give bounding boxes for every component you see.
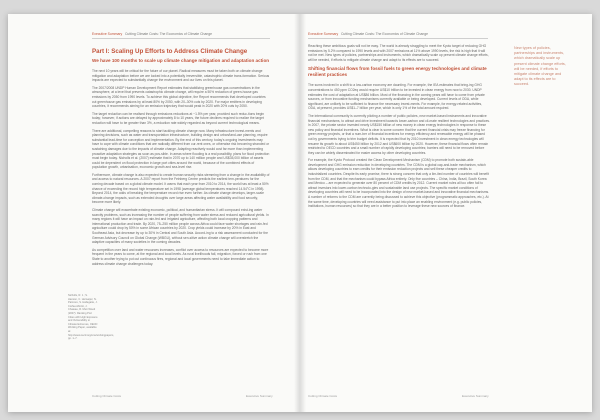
- body-paragraph: As competition over land and water resources increases, conflict over access to resources are expected to become more frequent in the years to come, at the regional and local levels. As rural livelihoods fail, migration, forced or rush from one State to another trying to put out continuous fires, regional and local governments need to take immediate action to address climate change challenges today.: [92, 247, 269, 266]
- running-head: [308, 32, 428, 36]
- pull-quote: New types of policies, partnerships and instruments, which dramatically scale up present climate change efforts, will be needed, if efforts to mitigate climate change and adapt to its effects are to succeed.: [514, 46, 566, 87]
- header-rule: [308, 38, 488, 39]
- part-title: Part I: Scaling Up Efforts to Address Climate Change: [92, 48, 248, 55]
- running-head-title: Cutting Climate Costs: The Economics of Climate Change: [340, 32, 428, 36]
- running-head-section: Executive Summary: [308, 32, 339, 36]
- body-paragraph: Furthermore, climate change is also expected to create human security risks stemming from a change in the availability of and access to natural resources. A 2007 report from the Feinberg Centre predicts the earliest tem-peratures for the coming decade based on a global climate model. It warns that each year from 2010 to 2014, the world has at least a 50% chance of exceeding the record high temperature set in 1998 (average global temperatures reached 14.54°C in 1998). Beyond 2014, the odds of breaking the temperature record rise even further. As climate change develops, larger-scale climate-change impacts, such as extended droughts over large areas affecting water availability and food security, become more likely.: [92, 172, 270, 205]
- running-head: [92, 32, 212, 36]
- right-text-column: [308, 44, 490, 212]
- body-paragraph: Reaching these ambitious goals will not be easy. The world is already struggling to meet the Kyoto target of reducing GHG emissions by 5.2% compared to 1990 levels and with 2007 emissions at 11% above 1990 levels, the risk is high that it will not be met. New types of policies, partnerships and instruments, which dramatically scale up present climate change efforts, will be needed, if efforts to mitigate climate change and adapt to its effects are to succeed.: [308, 44, 489, 62]
- body-paragraph: The 2007/2008 UNDP Human Development Report estimates that stabilizing greenhouse gas concentrations in the atmosphere, at a level that prevents catastrophic climate change, will require a 50% reduction of green-house gas emissions by 2050 from 1990 levels. To achieve this global objective, the Report recommends that developed countries cut greenhouse gas emissions by at least 80% by 2050, with 20–30% cuts by 2020. For major emitters in developing countries, it recommends aiming for an emission trajectory that would peak in 2020 with 20% cuts by 2050.: [92, 85, 266, 109]
- left-page: [8, 14, 300, 412]
- left-text-column: [92, 44, 270, 269]
- body-paragraph: The international community is currently piloting a number of public policies, new market-based instruments and innovative financial mechanisms, to attract and drive investment towards lower-carbon and cli-mate resilient technologies and practices. In 2007, the private sector invested nearly US$150 billion of new money in clean energy technologies in response to these new policy and financial incentives. What is clear is some concern that the current financial crisis may freeze financing for green energy projects, or that a num-ber of financial incentives for energy efficiency and renewable energy will be phased out by governments trying to trim budget deficits. It is expected that by 2010 investment in clean energy technologies will resume its growth to about US$450 billion by 2012 and US$600 billion by 2020. However, these financial flows often remain restricted to OECD countries and a small number of rapidly developing countries; barriers will need to be removed before they can be widely disseminated for easier access by other developing countries.: [308, 113, 490, 155]
- body-paragraph: The next 10 years will be critical for the future of our planet. Radical measures must be taken both on climate change mitigation and adaptation before we are locked into a potentially irreversible, catastrophic climate trans-formation. Serious impacts are expected to substantially change the environment and our lives on this planet.: [92, 69, 270, 83]
- body-paragraph: For example, the Kyoto Protocol created the Clean Development Mechanism (CDM) to promote both sustain-able development and GHG emission reduction in developing countries. The CDM is a global cap-and-trade mechanism, which allows developing countries to earn credits for their emission reduction projects and sell these cheaper credits to industrialized countries. Despite its early promise, there is strong concern that only a lim-ited number of countries will benefit from the CDM, and that the mechanism could bypass Africa entirely. Only five countries – China, India, Brazil, South Korea and Mexico – are expected to generate over 80 percent of CDM credits by 2012. Current market rules all too often fail to attract investors into lower-carbon technolo-gies and sustainable land use projects. The specific market conditions of developing countries will need to be incorporated into the design of new market-based and innovative financial mechanisms. A number of reforms to the CDM are currently being discussed to achieve this objective (programmatic approaches, etc.). At the same time, developing countries will need assistance to put into place an enabling environment (e.g. public policies, institutions, human resources) so that they are in a better position to leverage these new sources of finance.: [308, 158, 490, 209]
- folio-left: Cutting Climate Costs: [92, 394, 122, 398]
- folio-right: Executive Summary: [462, 394, 489, 398]
- folio-left: Cutting Climate Costs: [308, 394, 338, 398]
- body-paragraph: The sums involved in a shift to a low-carbon economy are daunting. For example, the IEA estimates that bring-ing GHG concentrations to 450 ppm CO2eq would require US$10 trillion to be invested in clean energy from now to 2030. UNDP estimates the cost of adaptation at US$86 billion. Most of the financing in the coming years will have to come from private sources, or from innovative funding mechanisms currently available or being developed. Current levels of ODA, while significant, are unlikely to be sufficient to finance the necessary invest-ments. For example, for energy-related activities, ODA, at present, provides US$1–7 billion per year, which is only 1% of the total amount required.: [308, 83, 485, 111]
- section-heading: Shifting financial flows from fossil fuels to green energy technologies and climate resilient practices: [308, 66, 487, 78]
- right-page: [300, 14, 592, 412]
- folio-right: Executive Summary: [246, 394, 273, 398]
- body-paragraph: Climate change will exacerbate existing economic, political, and humanitarian stress. It will compound exist-ing water scarcity problems, such as increasing the number of people suffering from water stress and reduced agricultural yields. In many regions it will have an impact on rain-fed and irrigated agriculture, affecting both local cropping patterns and international production and trade. By 2020, 75–250 million people across Africa could face water shortages and rain-fed agriculture could drop by 50% in some African countries by 2020. Crop yields could increase by 20% in East and Southeast Asia, but decrease by up to 30% in Central and South Asia. Accord-ing to a risk assessment conducted for the German Advisory Council on Global Change (WBGU), without sen-sitive action climate change will overstretch the adaptive capacities of many societies in the coming decades.: [92, 208, 269, 245]
- book-spread: [8, 14, 592, 412]
- body-paragraph: There are additional, compelling reasons to start tackling climate change now. Many infrastructure invest-ments and planning decisions, such as water and transportation infrastructure, building design and urban/land-use planning, require substantial lead-time for conception and implementation. By the end of this century, today's ongoing investments may have to cope with climate conditions that are radically different from cur-rent ones, or otherwise risk becoming stranded or sustaining damages due to the impacts of climate change. Adapting reactively would cost far more than implementing proactive adaptation strategies as soon as pos-sible. In areas where flooding is a real possibility, plans for flood protection must begin today. Nicholls et al. (2007) estimate that in 2070 up to 140 million people and US$35,000 billion of assets could be dependent on flood protection in large port cities around the world, because of the combined effects of population growth, urbanisation, economic growth and sea-level rise.: [92, 128, 270, 170]
- running-head-section: Executive Summary: [92, 32, 123, 36]
- running-head-title: Cutting Climate Costs: The Economics of Climate Change: [124, 32, 212, 36]
- part-subtitle: We have 100 months to scale up climate change mitigation and adaptation action: [92, 58, 270, 63]
- body-paragraph: The target reduction can be realised through emissions reductions at ~1.5% per year, provided such reduc-tions begin today; however, if actions are delayed by approximately 8 to 10 years, the future declines required to realize the target reduction will have to be greater than 3%, a reduction rate widely regarded as beyond current technological means.: [92, 111, 264, 125]
- sidenote-reference: Nicholls, R. J.; S. Hanson, C. Herweijer, N. Patmore, S. Hallegatte, J. Corfee-Morlot, J. Chateau, R. Muir-Wood (2007). Ranking Port Cities with High Exposure and Vulnerability to Climate Extremes, OECD Working Paper, available at: http://www.oecd.org/env/workingpapers, pp. 1–7.: [68, 294, 114, 341]
- header-rule: [92, 38, 270, 39]
- spine-shadow: [294, 14, 306, 412]
